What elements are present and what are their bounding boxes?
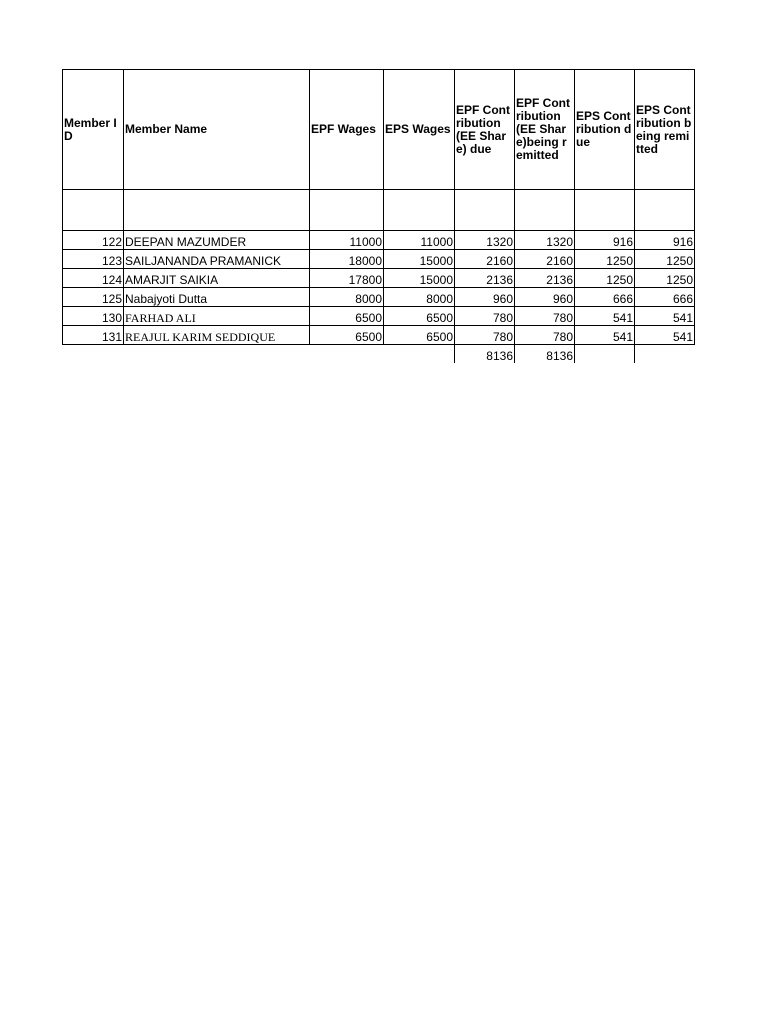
total-epf-remit: 8136	[515, 345, 575, 364]
member-id-cell: 124	[63, 269, 124, 288]
epf-wages-cell: 6500	[310, 307, 384, 326]
epf-due-cell: 960	[455, 288, 515, 307]
epf-due-cell: 2160	[455, 250, 515, 269]
epf-due-cell: 780	[455, 307, 515, 326]
member-name-cell: FARHAD ALI	[124, 307, 310, 326]
table-row	[63, 326, 695, 345]
empty-cell	[575, 345, 635, 364]
epf-remit-cell: 2136	[515, 269, 575, 288]
eps-remit-cell: 541	[635, 307, 695, 326]
eps-due-cell: 666	[575, 288, 635, 307]
eps-due-cell: 1250	[575, 269, 635, 288]
epf-remit-cell: 960	[515, 288, 575, 307]
eps-due-cell: 541	[575, 307, 635, 326]
epf-remit-cell: 780	[515, 326, 575, 345]
header-eps-remitted: EPS Contribution being remitted	[635, 70, 695, 190]
blank-cell	[575, 190, 635, 231]
eps-remit-cell: 1250	[635, 250, 695, 269]
table-row	[63, 269, 695, 288]
epf-wages-cell: 8000	[310, 288, 384, 307]
table-row	[63, 231, 695, 250]
table-row	[63, 307, 695, 326]
header-epf-wages: EPF Wages	[310, 70, 384, 190]
eps-wages-cell: 15000	[384, 250, 455, 269]
epf-wages-cell: 17800	[310, 269, 384, 288]
eps-remit-cell: 541	[635, 326, 695, 345]
epf-remit-cell: 1320	[515, 231, 575, 250]
epf-wages-cell: 18000	[310, 250, 384, 269]
blank-cell	[384, 190, 455, 231]
member-id-cell: 131	[63, 326, 124, 345]
eps-wages-cell: 15000	[384, 269, 455, 288]
member-id-cell: 123	[63, 250, 124, 269]
eps-due-cell: 1250	[575, 250, 635, 269]
blank-cell	[63, 190, 124, 231]
member-id-cell: 130	[63, 307, 124, 326]
empty-cell	[124, 345, 310, 364]
empty-cell	[635, 345, 695, 364]
eps-wages-cell: 6500	[384, 326, 455, 345]
epf-due-cell: 780	[455, 326, 515, 345]
blank-cell	[310, 190, 384, 231]
blank-cell	[455, 190, 515, 231]
epf-wages-cell: 6500	[310, 326, 384, 345]
eps-due-cell: 541	[575, 326, 635, 345]
header-epf-ee-due: EPF Contribution (EE Share) due	[455, 70, 515, 190]
blank-row	[63, 190, 695, 231]
empty-cell	[310, 345, 384, 364]
empty-cell	[384, 345, 455, 364]
member-name-cell: SAILJANANDA PRAMANICK	[124, 250, 310, 269]
header-member-name: Member Name	[124, 70, 310, 190]
empty-cell	[63, 345, 124, 364]
eps-remit-cell: 916	[635, 231, 695, 250]
header-member-id: Member ID	[63, 70, 124, 190]
header-row	[63, 70, 695, 190]
table-row	[63, 250, 695, 269]
eps-due-cell: 916	[575, 231, 635, 250]
member-name-cell: DEEPAN MAZUMDER	[124, 231, 310, 250]
blank-cell	[515, 190, 575, 231]
epf-wages-cell: 11000	[310, 231, 384, 250]
eps-remit-cell: 666	[635, 288, 695, 307]
table-row	[63, 288, 695, 307]
epf-due-cell: 2136	[455, 269, 515, 288]
totals-row	[63, 345, 695, 364]
member-id-cell: 122	[63, 231, 124, 250]
member-name-cell: Nabajyoti Dutta	[124, 288, 310, 307]
header-eps-due: EPS Contribution due	[575, 70, 635, 190]
contribution-table	[62, 69, 695, 363]
header-epf-ee-remitted: EPF Contribution (EE Share)being remitted	[515, 70, 575, 190]
total-epf-due: 8136	[455, 345, 515, 364]
epf-due-cell: 1320	[455, 231, 515, 250]
eps-wages-cell: 6500	[384, 307, 455, 326]
blank-cell	[635, 190, 695, 231]
epf-remit-cell: 780	[515, 307, 575, 326]
blank-cell	[124, 190, 310, 231]
eps-wages-cell: 11000	[384, 231, 455, 250]
header-eps-wages: EPS Wages	[384, 70, 455, 190]
member-id-cell: 125	[63, 288, 124, 307]
eps-remit-cell: 1250	[635, 269, 695, 288]
eps-wages-cell: 8000	[384, 288, 455, 307]
epf-remit-cell: 2160	[515, 250, 575, 269]
member-name-cell: REAJUL KARIM SEDDIQUE	[124, 326, 310, 345]
member-name-cell: AMARJIT SAIKIA	[124, 269, 310, 288]
